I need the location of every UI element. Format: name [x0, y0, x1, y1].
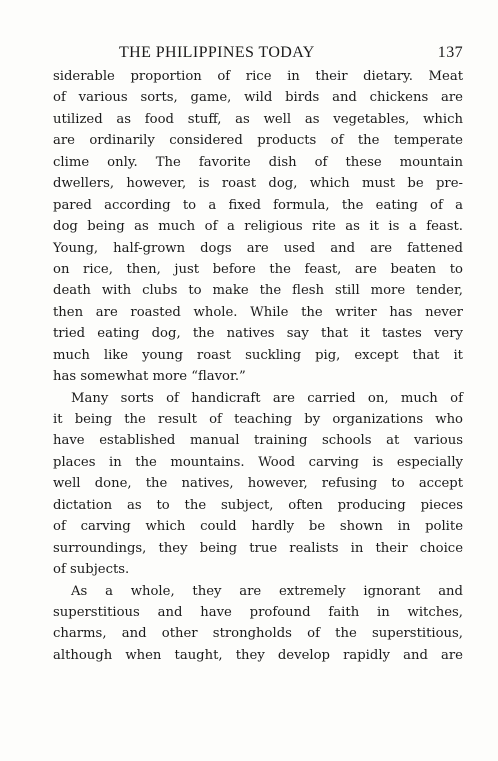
text-line: of various sorts, game, wild birds and chickens are [53, 90, 463, 106]
running-header [53, 40, 463, 66]
text-line: have established manual training schools at various [53, 433, 463, 449]
text-line: Young, half-grown dogs are used and are fattened [53, 240, 463, 256]
book-page [53, 40, 463, 666]
text-line: well done, the natives, however, refusing to accept [53, 476, 463, 492]
text-line: of subjects. [53, 562, 130, 578]
text-line: dictation as to the subject, often producing pieces [53, 497, 463, 513]
paragraph-first-line: Many sorts of handicraft are carried on, much of [71, 390, 463, 406]
text-line: of carving which could hardly be shown in polite [53, 519, 463, 535]
text-line: surroundings, they being true realists in their choice [53, 540, 463, 556]
text-line: are ordinarily considered products of the temperate [53, 133, 463, 149]
text-line: superstitious and have profound faith in witches, [53, 604, 463, 620]
text-line: it being the result of teaching by organizations who [53, 412, 463, 427]
text-line: although when taught, they develop rapidly and are [53, 647, 463, 663]
text-line: on rice, then, just before the feast, are beaten to [53, 261, 463, 277]
text-line: siderable proportion of rice in their dietary. Meat [53, 69, 463, 84]
paragraph-first-line: As a whole, they are extremely ignorant and [71, 583, 463, 599]
text-line: much like young roast suckling pig, except that it [53, 347, 463, 363]
text-line: pared according to a fixed formula, the eating of a [53, 197, 463, 213]
page-number: 137 [437, 44, 463, 61]
text-line: places in the mountains. Wood carving is especially [53, 454, 463, 470]
running-title: THE PHILIPPINES TODAY [119, 44, 315, 61]
text-line: utilized as food stuff, as well as vegetables, which [53, 111, 463, 127]
text-line: dwellers, however, is roast dog, which must be pre- [53, 176, 463, 192]
text-line: has somewhat more “flavor.” [53, 369, 246, 385]
text-line: death with clubs to make the flesh still more tender, [53, 283, 463, 299]
text-line: then are roasted whole. While the writer has never [53, 304, 463, 320]
text-line: tried eating dog, the natives say that it tastes very [53, 326, 463, 342]
text-line: charms, and other strongholds of the superstitious, [53, 626, 463, 642]
body-text [53, 66, 463, 666]
text-line: clime only. The favorite dish of these mountain [53, 154, 463, 170]
text-line: dog being as much of a religious rite as it is a feast. [53, 219, 463, 235]
